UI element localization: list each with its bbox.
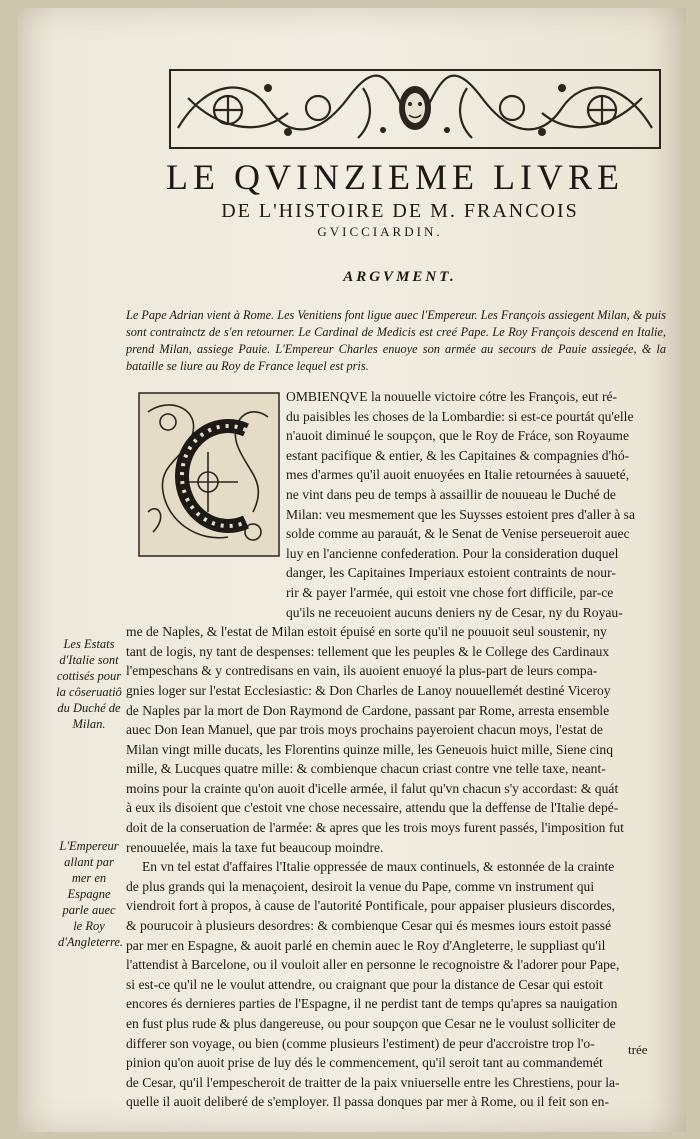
book-title: LE QVINZIEME LIVRE [166,157,624,197]
text-line: mille, & Lucques quatre mille: & combienque chacun criast contre vne telle taxe, neant- [126,761,606,777]
text-line: de plus grands qui la menaçoient, desiroit la venue du Pape, comme vn instrument qui [126,878,595,894]
text-line: gnies loger sur l'estat Ecclesiastic: & Don Charles de Lanoy nouuellemét destiné Viceroy [126,682,611,698]
text-line: pinion qu'on auoit prise de luy dés le commencement, qu'il seroit tant au commandemét [126,1055,603,1071]
text-line: En vn tel estat d'affaires l'Italie oppressée de maux continuels, & estonnée de la crainte [142,859,615,875]
text-line: luy en l'ancienne confederation. Pour la consideration duquel [286,545,619,561]
text-line: l'empeschans & y contredisans en vain, ils auoient enuoyé la plus-part de leurs compa- [126,663,598,679]
catchword: trée [628,1042,648,1057]
argument-heading: ARGVMENT. [343,269,457,285]
author-name: GVICCIARDIN. [317,224,443,239]
ornamental-headpiece [168,68,662,150]
text-line: de Cesar, qu'il l'empescheroit de traitter de la paix vniuerselle entre les Chrestiens, pour la- [126,1074,620,1090]
text-line: à eux ils disoient que c'estoit vne chose necessaire, attendu que la deffense de l'Italie depé- [126,800,619,816]
text-line: estant pacifique & entier, & les Capitaines & compagnies d'hó- [286,447,630,463]
text-line: differer son voyage, ou bien (comme plusieurs l'estiment) de peur d'accroistre trop l'o- [126,1035,595,1051]
text-line: renouuelée, mais la taxe fut beaucoup moindre. [126,839,384,855]
main-text [126,387,662,1112]
text-line: me de Naples, & l'estat de Milan estoit épuisé en sorte qu'il ne pouuoit seul soustenir, ny [126,624,607,640]
text-line: mes d'armes qu'il auoit enuoyées en Italie retournées à sauueté, [286,467,630,483]
text-line: Milan vingt mille ducats, les Florentins quinze mille, les Geneuois huict mille, Siene cinq [126,741,614,757]
text-line: quelle il auoit deliberé de s'employer. Il passa donques par mer à Rome, ou il feit son en- [126,1094,610,1110]
text-line: Milan: veu mesmement que les Suysses estoient pres d'aller à sa [286,506,636,522]
text-line: doit de la conseruation de l'armée: & apres que les trois moys furent passés, l'imposition fut [126,820,624,836]
text-line: moins pour la crainte qu'on auoit d'icelle armée, il falut qu'vn chacun s'y accordast: & quát [126,780,619,796]
margin-note-taxes: Les Estats d'Italie sont cottisés pour la côseruatiô du Duché de Milan. [56,637,122,731]
text-line: qu'ils ne receuoient aucuns deniers ny de Cesar, ny du Royau- [286,604,623,620]
margin-note-emperor: L'Empereur allant par mer en Espagne parle auec le Roy d'Angleterre. [58,839,124,949]
text-line: si est-ce qu'il ne le voulut attendre, ou craignant que pour la distance de Cesar qui estoit [126,976,603,992]
text-line: ne vint dans peu de temps à assaillir de nouueau le Duché de [286,486,616,502]
text-line: auec Don Iean Manuel, que par trois moys prochains payeroient chacun moys, l'estat de [126,722,603,738]
text-line: viendroit fort à propos, à cause de l'autorité Pontificale, pour appaiser plusieurs discordes, [126,898,616,914]
text-line: du paisibles les choses de la Lombardie: si est-ce pourtát qu'elle [286,408,634,424]
text-line: OMBIENQVE la nouuelle victoire cótre les François, eut ré- [286,389,618,404]
text-line: tant de logis, ny tant de despenses: tellement que les peuples & le College des Cardinaux [126,643,610,659]
text-line: rir & payer l'armée, qui estoit vne chose fort difficile, par-ce [286,584,614,600]
text-line: solde comme au parauát, & le Senat de Venise perseueroit auec [286,526,630,542]
text-line: par mer en Espagne, & auoit parlé en chemin auec le Roy d'Angleterre, le suppliast qu'il [126,937,606,953]
text-line: n'auoit diminué le soupçon, que le Roy de Fráce, son Royaume [286,428,629,444]
text-line: l'attendist à Barcelone, ou il vouloit aller en personne le recognoistre & l'adorer pour Pape, [126,957,620,973]
text-line: encores és dernieres parties de l'Espagne, il ne perdist tant de temps qu'apres sa nauigation [126,996,618,1012]
text-line: en fust plus rude & plus dangereuse, ou pour soupçon que Cesar ne le voulust solliciter de [126,1016,616,1031]
text-line: & pourucoir à plusieurs desordres: & combienque Cesar qui és mesmes iours estoit passé [126,918,612,934]
argument-summary: Le Pape Adrian vient à Rome. Les Venitiens font ligue auec l'Empereur. Les François assiegent Milan, & puis sont contrainctz de s'en retourner. Le Cardinal de Medicis est creé Pape. Le Roy François descend en Italie, prend Milan, assiege Pauie. L'Empereur Charles enuoye son armée au secours de Pauie assiegée, & la bataille se liure au Roy de France lequel est pris. [126,308,666,373]
text-line: de Naples par la mort de Don Raymond de Cardone, passant par Rome, arresta ensemble [126,702,610,718]
book-subtitle: DE L'HISTOIRE DE M. FRANCOIS [221,200,579,222]
text-line: danger, les Capitaines Imperiaux estoient contraints de nour- [286,565,616,581]
book-page [18,8,686,1132]
